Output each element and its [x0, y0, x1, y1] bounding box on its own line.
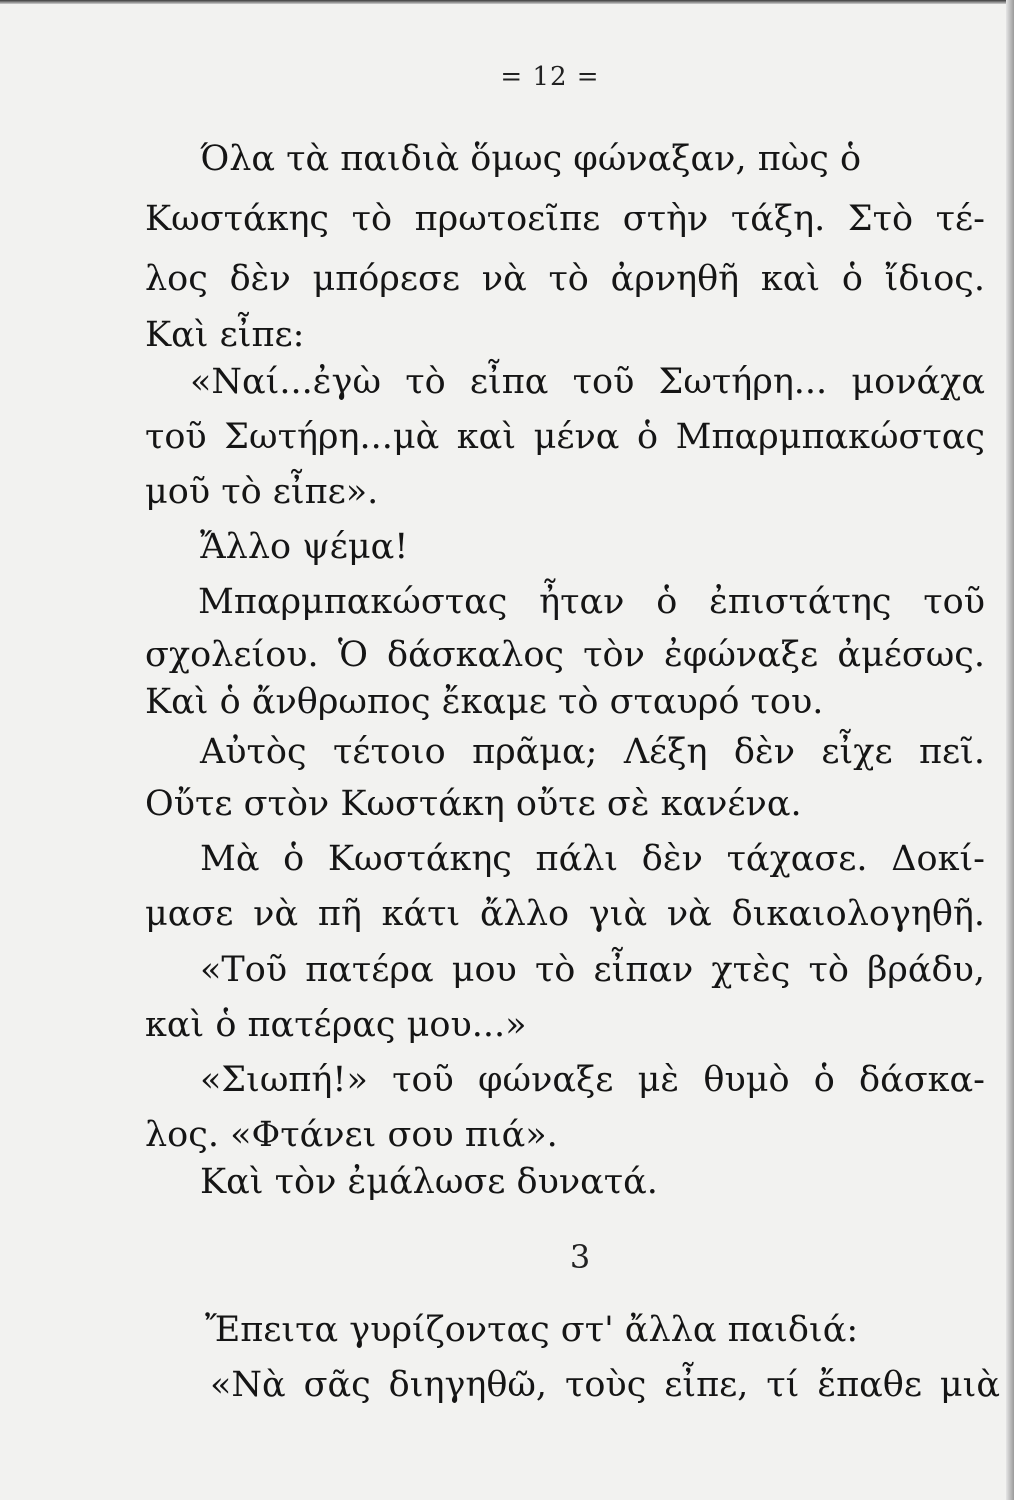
text-line: Μὰ ὁ Κωστάκης πάλι δὲν τάχασε. Δοκί- — [200, 839, 985, 879]
text-line: μασε νὰ πῆ κάτι ἄλλο γιὰ νὰ δικαιολογηθῆ. — [145, 894, 985, 934]
text-line: «Ναί...ἐγὼ τὸ εἶπα τοῦ Σωτήρη... μονάχα — [190, 362, 985, 402]
text-line: Καὶ τὸν ἐμάλωσε δυνατά. — [200, 1162, 658, 1202]
text-line: σχολείου. Ὁ δάσκαλος τὸν ἐφώναξε ἀμέσως. — [145, 635, 985, 675]
text-line: Καὶ εἶπε: — [145, 315, 305, 355]
text-line: Ἔπειτα γυρίζοντας στ' ἄλλα παιδιά: — [205, 1310, 859, 1350]
text-line: τοῦ Σωτήρη...μὰ καὶ μένα ὁ Μπαρμπακώστας — [145, 417, 985, 457]
text-line: «Νὰ σᾶς διηγηθῶ, τοὺς εἶπε, τί ἔπαθε μιὰ — [210, 1365, 1000, 1405]
text-line: Αὐτὸς τέτοιο πρᾶμα; Λέξη δὲν εἶχε πεῖ. — [200, 732, 985, 772]
section-number: 3 — [569, 1238, 591, 1276]
page-number: = 12 = — [500, 62, 600, 92]
text-line: Οὔτε στὸν Κωστάκη οὔτε σὲ κανένα. — [145, 784, 802, 824]
text-line: Όλα τὰ παιδιὰ ὅμως φώναξαν, πὼς ὁ — [200, 139, 862, 179]
text-line: Κωστάκης τὸ πρωτοεῖπε στὴν τάξη. Στὸ τέ- — [145, 199, 985, 239]
text-line: λος δὲν μπόρεσε νὰ τὸ ἀρνηθῆ καὶ ὁ ἴδιος. — [145, 259, 985, 299]
text-line: «Σιωπή!» τοῦ φώναξε μὲ θυμὸ ὁ δάσκα- — [200, 1060, 985, 1100]
text-line: Ἄλλο ψέμα! — [200, 527, 409, 567]
text-line: «Τοῦ πατέρα μου τὸ εἶπαν χτὲς τὸ βράδυ, — [200, 950, 985, 990]
text-line: Καὶ ὁ ἄνθρωπος ἔκαμε τὸ σταυρό του. — [145, 682, 824, 722]
text-line: καὶ ὁ πατέρας μου...» — [145, 1005, 527, 1045]
page-top-edge — [0, 0, 1014, 4]
text-line: Μπαρμπακώστας ἦταν ὁ ἐπιστάτης τοῦ — [198, 582, 985, 622]
text-line: λος. «Φτάνει σου πιά». — [145, 1115, 558, 1155]
text-line: μοῦ τὸ εἶπε». — [145, 472, 379, 512]
